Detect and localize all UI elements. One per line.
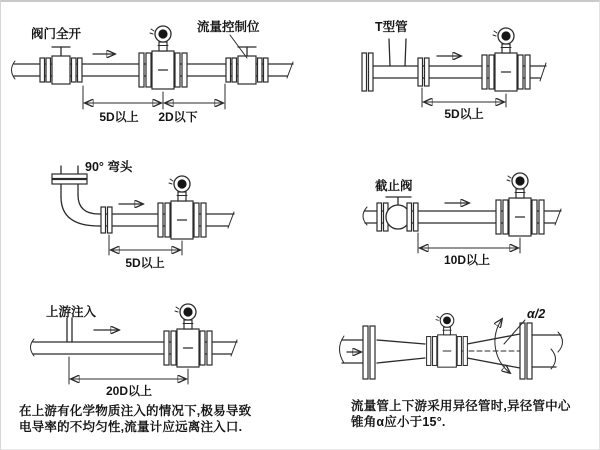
- caption-line: 流量管上下游采用异径管时,异径管中心: [351, 399, 571, 413]
- panel-90-elbow: [52, 159, 234, 270]
- flow-control-label: 流量控制位: [197, 20, 260, 34]
- globe-valve-icon: [377, 197, 418, 231]
- panel-t-pipe: [362, 19, 546, 121]
- angle-label: α/2: [527, 307, 546, 321]
- panel-stop-valve: [363, 173, 561, 267]
- dim-upstream-label: 10D以上: [443, 253, 491, 267]
- dimension-10d: [418, 233, 520, 267]
- dim-upstream-label: 5D以上: [125, 256, 165, 270]
- caption-line: 电导率的不均匀性,流量计应远离注入口.: [19, 420, 243, 434]
- panel-valve-fully-open: [12, 19, 294, 124]
- dim-upstream-label: 5D以上: [99, 110, 139, 124]
- flow-meter-icon: [496, 173, 544, 236]
- dim-upstream-label: 5D以上: [444, 107, 484, 121]
- pipe: [52, 166, 234, 233]
- elbow-label: 90° 弯头: [85, 160, 133, 174]
- dim-downstream-label: 2D以下: [158, 110, 198, 124]
- pipe: [31, 318, 238, 356]
- branch-pipe: [389, 39, 390, 66]
- panel-upstream-injection: [19, 304, 252, 434]
- dimension-5d: [83, 84, 225, 124]
- installation-diagram: [1, 2, 600, 450]
- reducer-cone: [377, 340, 425, 344]
- dimension-20d: [69, 357, 188, 398]
- valve-open-label: 阀门全开: [31, 27, 82, 41]
- injection-label: 上游注入: [46, 305, 97, 319]
- t-pipe-label: T型管: [375, 20, 408, 34]
- panel-reducer: [340, 307, 571, 429]
- gate-valve-icon: [40, 47, 82, 84]
- dimension-5d: [422, 88, 506, 121]
- caption-line: 在上游有化学物质注入的情况下,极易导致: [19, 404, 252, 418]
- flow-meter-icon: [164, 304, 212, 367]
- stop-valve-label: 截止阀: [375, 179, 413, 193]
- flow-meter-icon: [482, 28, 530, 91]
- caption-line: 锥角α应小于15°.: [351, 415, 446, 429]
- flow-meter-icon: [139, 26, 187, 89]
- elbow-bend: [61, 197, 99, 226]
- dimension-5d: [109, 235, 182, 270]
- gate-valve-icon: [226, 47, 268, 84]
- dim-upstream-label: 20D以上: [105, 384, 153, 398]
- flow-meter-icon: [158, 176, 206, 239]
- flow-meter-icon: [427, 314, 468, 368]
